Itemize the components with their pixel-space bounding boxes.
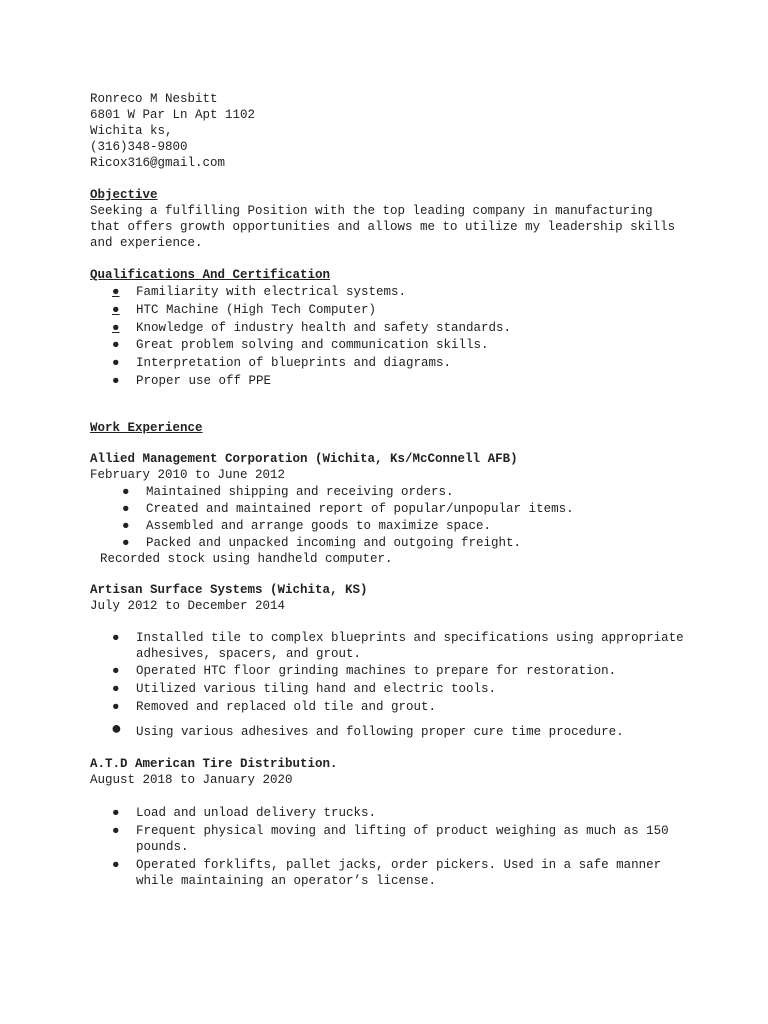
objective-heading: Objective <box>90 188 158 202</box>
list-item: ● Interpretation of blueprints and diagrams. <box>112 356 452 370</box>
bullet-icon: ● <box>112 824 120 838</box>
job-dates: February 2010 to June 2012 <box>90 468 286 482</box>
list-item: ● Proper use off PPE <box>112 374 272 388</box>
bullet-icon: ● <box>112 806 120 820</box>
job-company: Artisan Surface Systems (Wichita, KS) <box>90 583 368 597</box>
bullet-icon: ● <box>122 519 130 533</box>
job-extra-line: Recorded stock using handheld computer. <box>100 552 393 566</box>
job-duties-list <box>90 805 690 889</box>
list-item: ● Using various adhesives and following proper cure time procedure. <box>111 720 624 740</box>
objective-text-line: Seeking a fulfilling Position with the top leading company in manufacturing <box>90 204 653 218</box>
bullet-icon: ● <box>112 664 120 678</box>
bullet-icon: ● <box>112 303 120 317</box>
job-company: A.T.D American Tire Distribution. <box>90 757 338 771</box>
list-item: ● Great problem solving and communication skills. <box>112 338 489 352</box>
list-item: ● Familiarity with electrical systems. <box>112 285 407 299</box>
qualifications-list <box>90 284 690 389</box>
job-entry <box>90 756 690 889</box>
contact-block <box>90 91 690 171</box>
list-item: ● Removed and replaced old tile and grout. <box>112 700 437 714</box>
bullet-icon: ● <box>122 485 130 499</box>
contact-address-line-1: 6801 W Par Ln Apt 1102 <box>90 108 256 122</box>
bullet-icon: ● <box>112 338 120 352</box>
objective-text-line: and experience. <box>90 236 203 250</box>
work-experience-heading: Work Experience <box>90 421 203 435</box>
bullet-icon: ● <box>112 285 120 299</box>
job-company: Allied Management Corporation (Wichita, Ks/McConnell AFB) <box>90 452 518 466</box>
job-entry <box>90 451 690 567</box>
job-dates: August 2018 to January 2020 <box>90 773 293 787</box>
bullet-icon: ● <box>112 631 120 645</box>
objective-section <box>90 187 690 251</box>
list-item: ● Frequent physical moving and lifting of product weighing as much as 150 <box>112 824 669 838</box>
list-item: ● Created and maintained report of popular/unpopular items. <box>122 502 574 516</box>
list-item: ● HTC Machine (High Tech Computer) <box>112 303 377 317</box>
list-item: ● Knowledge of industry health and safety standards. <box>112 321 512 335</box>
bullet-icon: ● <box>112 374 120 388</box>
list-item-continuation: pounds. <box>136 840 189 854</box>
job-duties-list <box>90 630 690 740</box>
list-item: ● Installed tile to complex blueprints and specifications using appropriate <box>112 631 684 645</box>
list-item-continuation: while maintaining an operator’s license. <box>136 874 437 888</box>
qualifications-heading: Qualifications And Certification <box>90 268 331 282</box>
list-item: ● Packed and unpacked incoming and outgoing freight. <box>122 536 522 550</box>
list-item: ● Utilized various tiling hand and electric tools. <box>112 682 497 696</box>
contact-name: Ronreco M Nesbitt <box>90 92 218 106</box>
list-item: ● Operated HTC floor grinding machines to prepare for restoration. <box>112 664 617 678</box>
resume-document <box>90 91 690 889</box>
list-item: ● Assembled and arrange goods to maximize space. <box>122 519 492 533</box>
bullet-icon: ● <box>111 720 122 740</box>
objective-text-line: that offers growth opportunities and allows me to utilize my leadership skills <box>90 220 676 234</box>
job-entry <box>90 582 690 740</box>
list-item: ● Operated forklifts, pallet jacks, order pickers. Used in a safe manner <box>112 858 662 872</box>
bullet-icon: ● <box>112 682 120 696</box>
list-item-continuation: adhesives, spacers, and grout. <box>136 647 362 661</box>
bullet-icon: ● <box>122 502 130 516</box>
bullet-icon: ● <box>112 356 120 370</box>
contact-phone: (316)348-9800 <box>90 140 188 154</box>
list-item: ● Maintained shipping and receiving orders. <box>122 485 454 499</box>
list-item: ● Load and unload delivery trucks. <box>112 806 377 820</box>
qualifications-section <box>90 267 690 389</box>
bullet-icon: ● <box>112 321 120 335</box>
contact-address-line-2: Wichita ks, <box>90 124 173 138</box>
bullet-icon: ● <box>112 700 120 714</box>
job-duties-list <box>90 484 690 551</box>
contact-email: Ricox316@gmail.com <box>90 156 226 170</box>
work-experience-section <box>90 420 690 889</box>
bullet-icon: ● <box>122 536 130 550</box>
job-dates: July 2012 to December 2014 <box>90 599 286 613</box>
bullet-icon: ● <box>112 858 120 872</box>
